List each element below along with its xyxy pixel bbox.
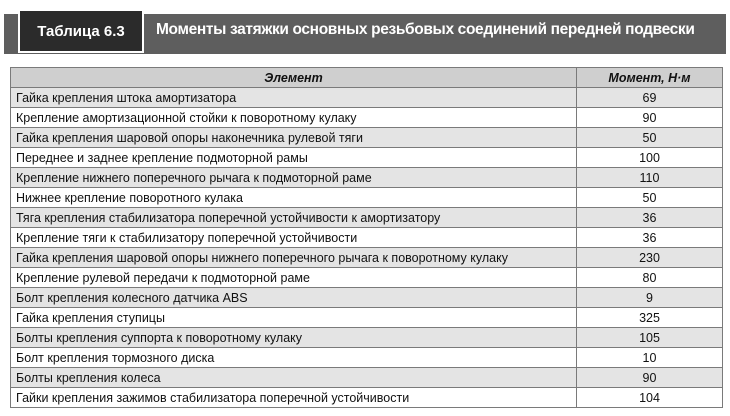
torque-cell: 36	[577, 228, 723, 248]
element-cell: Болты крепления суппорта к поворотному кулаку	[11, 328, 577, 348]
element-cell: Гайки крепления зажимов стабилизатора поперечной устойчивости	[11, 388, 577, 408]
table-number-label: Таблица 6.3	[18, 9, 144, 53]
torque-table	[10, 67, 723, 408]
torque-cell: 105	[577, 328, 723, 348]
table-row	[11, 248, 723, 268]
torque-cell: 50	[577, 188, 723, 208]
element-cell: Крепление тяги к стабилизатору поперечной устойчивости	[11, 228, 577, 248]
element-cell: Крепление рулевой передачи к подмоторной раме	[11, 268, 577, 288]
torque-cell: 90	[577, 368, 723, 388]
table-row	[11, 388, 723, 408]
element-cell: Гайка крепления шаровой опоры нижнего поперечного рычага к поворотному кулаку	[11, 248, 577, 268]
table-row	[11, 168, 723, 188]
table-row	[11, 88, 723, 108]
torque-cell: 325	[577, 308, 723, 328]
table-row	[11, 128, 723, 148]
torque-cell: 90	[577, 108, 723, 128]
table-row	[11, 368, 723, 388]
column-header-element: Элемент	[11, 68, 577, 88]
torque-cell: 10	[577, 348, 723, 368]
element-cell: Болт крепления колесного датчика ABS	[11, 288, 577, 308]
table-row	[11, 308, 723, 328]
table-title: Моменты затяжки основных резьбовых соединений передней подвески	[156, 21, 695, 38]
table-row	[11, 208, 723, 228]
torque-cell: 110	[577, 168, 723, 188]
torque-cell: 100	[577, 148, 723, 168]
torque-cell: 50	[577, 128, 723, 148]
element-cell: Крепление нижнего поперечного рычага к подмоторной раме	[11, 168, 577, 188]
table-row	[11, 228, 723, 248]
table-row	[11, 348, 723, 368]
element-cell: Переднее и заднее крепление подмоторной рамы	[11, 148, 577, 168]
table-row	[11, 148, 723, 168]
torque-cell: 69	[577, 88, 723, 108]
table-row	[11, 288, 723, 308]
table-row	[11, 328, 723, 348]
table-header-row	[11, 68, 723, 88]
torque-cell: 9	[577, 288, 723, 308]
column-header-torque: Момент, Н·м	[577, 68, 723, 88]
table-row	[11, 188, 723, 208]
element-cell: Нижнее крепление поворотного кулака	[11, 188, 577, 208]
table-body	[11, 88, 723, 408]
table-row	[11, 108, 723, 128]
element-cell: Гайка крепления ступицы	[11, 308, 577, 328]
torque-cell: 104	[577, 388, 723, 408]
element-cell: Тяга крепления стабилизатора поперечной устойчивости к амортизатору	[11, 208, 577, 228]
element-cell: Гайка крепления штока амортизатора	[11, 88, 577, 108]
torque-table-container	[10, 67, 722, 408]
element-cell: Болт крепления тормозного диска	[11, 348, 577, 368]
element-cell: Гайка крепления шаровой опоры наконечника рулевой тяги	[11, 128, 577, 148]
table-row	[11, 268, 723, 288]
element-cell: Крепление амортизационной стойки к поворотному кулаку	[11, 108, 577, 128]
torque-cell: 36	[577, 208, 723, 228]
element-cell: Болты крепления колеса	[11, 368, 577, 388]
torque-cell: 80	[577, 268, 723, 288]
torque-cell: 230	[577, 248, 723, 268]
